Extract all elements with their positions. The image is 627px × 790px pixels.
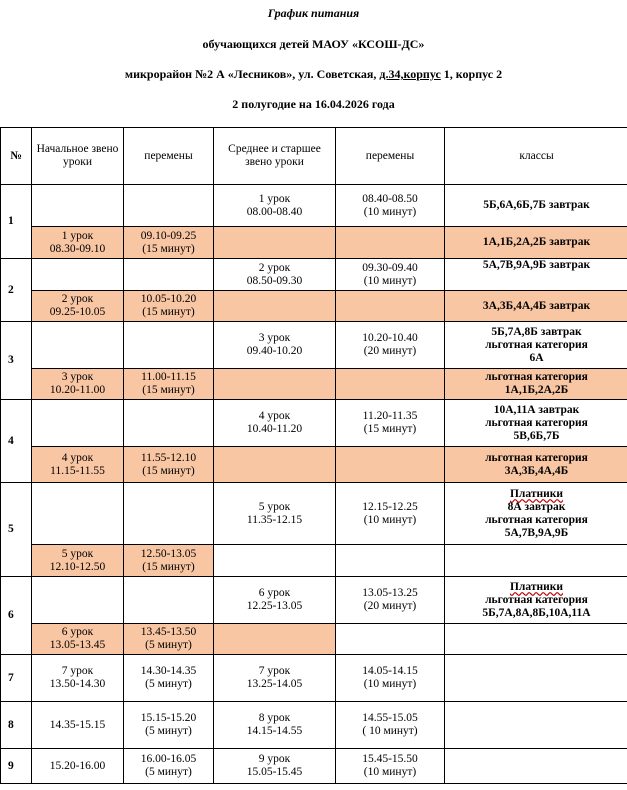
doc-address — [0, 67, 627, 82]
table-row — [1, 483, 627, 545]
classes-cell: 1А,1Б,2А,2Б завтрак — [445, 227, 627, 259]
secondary-break-cell: 14.55-15.05 ( 10 минут) — [336, 702, 445, 749]
classes-cell: 10А,11А завтрак льготная категория 5В,6Б,7Б — [445, 400, 627, 447]
classes-cell: Платники льготная категория 5Б,7А,8А,8Б,10А,11А — [445, 577, 627, 624]
secondary-break-cell — [336, 227, 445, 259]
table-row — [1, 227, 627, 259]
doc-period: 2 полугодие на 16.04.2026 года — [232, 97, 395, 111]
secondary-break-cell — [336, 545, 445, 577]
primary-break-cell — [124, 322, 214, 369]
row-number: 8 — [1, 702, 32, 749]
col-secondary-lessons-header: Среднее и старшее звено уроки — [214, 128, 336, 185]
col-classes-header: классы — [445, 128, 627, 185]
table-row — [1, 259, 627, 291]
secondary-break-cell — [336, 447, 445, 483]
secondary-lesson-cell: 2 урок 08.50-09.30 — [214, 259, 336, 291]
table-row — [1, 749, 627, 784]
primary-break-cell — [124, 259, 214, 291]
row-number: 7 — [1, 655, 32, 702]
classes-cell: 5А,7В,9А,9Б завтрак — [445, 259, 627, 291]
table-row — [1, 447, 627, 483]
row-number: 2 — [1, 259, 32, 322]
classes-cell: 5Б,6А,6Б,7Б завтрак — [445, 185, 627, 227]
primary-lesson-cell: 14.35-15.15 — [32, 702, 124, 749]
secondary-break-cell: 11.20-11.35 (15 минут) — [336, 400, 445, 447]
primary-break-cell: 11.00-11.15 (15 минут) — [124, 369, 214, 400]
classes-cell — [445, 749, 627, 784]
primary-break-cell: 12.50-13.05 (15 минут) — [124, 545, 214, 577]
secondary-lesson-cell — [214, 369, 336, 400]
primary-lesson-cell: 1 урок 08.30-09.10 — [32, 227, 124, 259]
primary-break-cell — [124, 185, 214, 227]
table-row — [1, 655, 627, 702]
row-number: 1 — [1, 185, 32, 259]
secondary-lesson-cell — [214, 545, 336, 577]
secondary-break-cell: 09.30-09.40 (10 минут) — [336, 259, 445, 291]
table-row — [1, 400, 627, 447]
primary-break-cell: 13.45-13.50 (5 минут) — [124, 624, 214, 655]
primary-lesson-cell: 15.20-16.00 — [32, 749, 124, 784]
secondary-lesson-cell: 1 урок 08.00-08.40 — [214, 185, 336, 227]
secondary-lesson-cell: 5 урок 11.35-12.15 — [214, 483, 336, 545]
classes-cell: 3А,3Б,4А,4Б завтрак — [445, 291, 627, 322]
secondary-break-cell: 08.40-08.50 (10 минут) — [336, 185, 445, 227]
secondary-break-cell: 12.15-12.25 (10 минут) — [336, 483, 445, 545]
col-primary-breaks-header: перемены — [124, 128, 214, 185]
col-primary-lessons-header: Начальное звено уроки — [32, 128, 124, 185]
primary-break-cell: 15.15-15.20 (5 минут) — [124, 702, 214, 749]
primary-lesson-cell: 5 урок 12.10-12.50 — [32, 545, 124, 577]
primary-lesson-cell: 3 урок 10.20-11.00 — [32, 369, 124, 400]
secondary-break-cell: 15.45-15.50 (10 минут) — [336, 749, 445, 784]
table-row — [1, 185, 627, 227]
primary-break-cell: 14.30-14.35 (5 минут) — [124, 655, 214, 702]
primary-break-cell: 16.00-16.05 (5 минут) — [124, 749, 214, 784]
secondary-break-cell — [336, 369, 445, 400]
secondary-lesson-cell: 7 урок 13.25-14.05 — [214, 655, 336, 702]
primary-lesson-cell — [32, 400, 124, 447]
secondary-lesson-cell: 4 урок 10.40-11.20 — [214, 400, 336, 447]
address-part-underlined: д.34,корпус — [379, 67, 441, 81]
classes-cell: 5Б,7А,8Б завтрак льготная категория 6А — [445, 322, 627, 369]
meal-schedule-table — [0, 127, 627, 784]
secondary-break-cell: 14.05-14.15 (10 минут) — [336, 655, 445, 702]
table-header-row — [1, 128, 627, 185]
primary-break-cell: 11.55-12.10 (15 минут) — [124, 447, 214, 483]
primary-break-cell — [124, 483, 214, 545]
table-row — [1, 322, 627, 369]
secondary-break-cell: 13.05-13.25 (20 минут) — [336, 577, 445, 624]
secondary-lesson-cell: 8 урок 14.15-14.55 — [214, 702, 336, 749]
col-secondary-breaks-header: перемены — [336, 128, 445, 185]
doc-title — [0, 6, 627, 21]
primary-lesson-cell: 7 урок 13.50-14.30 — [32, 655, 124, 702]
primary-lesson-cell: 2 урок 09.25-10.05 — [32, 291, 124, 322]
primary-break-cell — [124, 400, 214, 447]
secondary-break-cell — [336, 291, 445, 322]
table-row — [1, 624, 627, 655]
primary-break-cell — [124, 577, 214, 624]
secondary-break-cell — [336, 624, 445, 655]
primary-lesson-cell — [32, 577, 124, 624]
primary-break-cell: 09.10-09.25 (15 минут) — [124, 227, 214, 259]
row-number: 3 — [1, 322, 32, 400]
address-part-2: 1, корпус 2 — [440, 67, 503, 81]
table-row — [1, 577, 627, 624]
doc-subtitle: обучающихся детей МАОУ «КСОШ-ДС» — [202, 37, 425, 51]
table-row — [1, 545, 627, 577]
address-part-1: микрорайон №2 А «Лесников», ул. Советская, — [124, 67, 380, 81]
col-number-header: № — [1, 128, 32, 185]
secondary-lesson-cell: 9 урок 15.05-15.45 — [214, 749, 336, 784]
row-number: 9 — [1, 749, 32, 784]
classes-cell — [445, 702, 627, 749]
secondary-lesson-cell — [214, 291, 336, 322]
table-row — [1, 291, 627, 322]
table-row — [1, 369, 627, 400]
classes-cell — [445, 545, 627, 577]
primary-lesson-cell — [32, 185, 124, 227]
classes-cell — [445, 624, 627, 655]
primary-lesson-cell: 4 урок 11.15-11.55 — [32, 447, 124, 483]
row-number: 4 — [1, 400, 32, 483]
classes-cell: Платники 8А завтрак льготная категория 5А,7В,9А,9Б — [445, 483, 627, 545]
secondary-lesson-cell — [214, 624, 336, 655]
row-number: 6 — [1, 577, 32, 655]
title-text: График питания — [267, 6, 360, 20]
secondary-break-cell: 10.20-10.40 (20 минут) — [336, 322, 445, 369]
secondary-lesson-cell — [214, 447, 336, 483]
secondary-lesson-cell: 3 урок 09.40-10.20 — [214, 322, 336, 369]
primary-lesson-cell — [32, 483, 124, 545]
table-row — [1, 702, 627, 749]
row-number: 5 — [1, 483, 32, 577]
primary-lesson-cell — [32, 322, 124, 369]
primary-lesson-cell — [32, 259, 124, 291]
classes-cell — [445, 655, 627, 702]
primary-break-cell: 10.05-10.20 (15 минут) — [124, 291, 214, 322]
secondary-lesson-cell: 6 урок 12.25-13.05 — [214, 577, 336, 624]
primary-lesson-cell: 6 урок 13.05-13.45 — [32, 624, 124, 655]
classes-cell: льготная категория 1А,1Б,2А,2Б — [445, 369, 627, 400]
classes-cell: льготная категория 3А,3Б,4А,4Б — [445, 447, 627, 483]
secondary-lesson-cell — [214, 227, 336, 259]
